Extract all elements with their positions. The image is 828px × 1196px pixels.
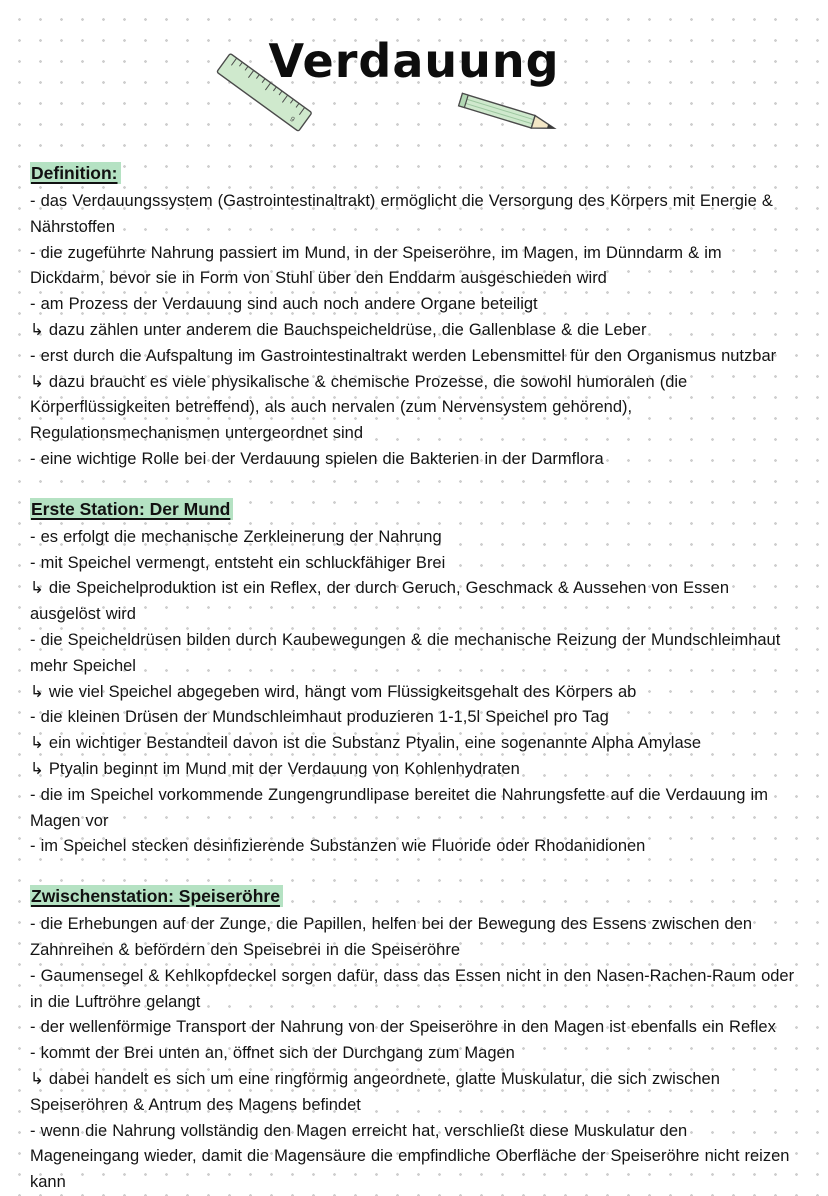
page-header <box>30 0 798 160</box>
note-line: - erst durch die Aufspaltung im Gastrointestinaltrakt werden Lebensmittel für den Organismus nutzbar <box>30 346 777 365</box>
note-line: - das Verdauungssystem (Gastrointestinaltrakt) ermöglicht die Versorgung des Körpers mit Energie & Nährstoffen <box>30 192 773 236</box>
note-line: - eine wichtige Rolle bei der Verdauung spielen die Bakterien in der Darmflora <box>30 449 604 468</box>
note-line: - die zugeführte Nahrung passiert im Mund, in der Speiseröhre, im Magen, im Dünndarm & im Dickdarm, bevor sie in Form von Stuhl über den Enddarm ausgeschieden wird <box>30 243 722 288</box>
section-heading <box>30 883 798 909</box>
note-line: - kommt der Brei unten an, öffnet sich der Durchgang zum Magen <box>30 1044 515 1063</box>
note-line: - die im Speichel vorkommende Zungengrundlipase bereitet die Nahrungsfette auf die Verdauung im Magen vor <box>30 785 768 830</box>
section-heading <box>30 160 798 186</box>
note-line: ↳ die Speichelproduktion ist ein Reflex, der durch Geruch, Geschmack & Aussehen von Essen ausgelöst wird <box>30 579 730 624</box>
note-line: - wenn die Nahrung vollständig den Magen erreicht hat, verschließt diese Muskulatur den Mageneingang wieder, damit die Magensäure die empfindliche Oberfläche der Speiseröhre nicht reizen kann <box>30 1121 790 1192</box>
pencil-icon <box>454 88 562 146</box>
section-zwischenstation-speiseroehre <box>30 883 798 1196</box>
note-line: ↳ Ptyalin beginnt im Mund mit der Verdauung von Kohlenhydraten <box>30 759 520 778</box>
note-line: - Gaumensegel & Kehlkopfdeckel sorgen dafür, dass das Essen nicht in den Nasen-Rachen-Raum oder in die Luftröhre gelangt <box>30 966 795 1011</box>
section-definition <box>30 160 798 473</box>
section-heading-text: Erste Station: Der Mund <box>30 498 233 520</box>
page-title: Verdauung <box>268 34 560 88</box>
note-line: - mit Speichel vermengt, entsteht ein schluckfähiger Brei <box>30 553 446 572</box>
note-line: - die kleinen Drüsen der Mundschleimhaut produzieren 1-1,5l Speichel pro Tag <box>30 708 609 727</box>
note-line: - die Erhebungen auf der Zunge, die Papillen, helfen bei der Bewegung des Essens zwischen den Zahnreihen & befördern den Speisebrei in die Speiseröhre <box>30 915 753 959</box>
note-line: - die Speicheldrüsen bilden durch Kaubewegungen & die mechanische Reizung der Mundschleimhaut mehr Speichel <box>30 630 781 675</box>
note-line: - der wellenförmige Transport der Nahrung von der Speiseröhre in den Magen ist ebenfalls ein Reflex <box>30 1018 776 1037</box>
note-line: - am Prozess der Verdauung sind auch noch andere Organe beteiligt <box>30 295 538 314</box>
note-line: ↳ dabei handelt es sich um eine ringförmig angeordnete, glatte Muskulatur, die sich zwischen Speiseröhren & Antrum des Magens befindet <box>30 1069 720 1114</box>
section-erste-station-der-mund <box>30 496 798 860</box>
note-line: ↳ ein wichtiger Bestandteil davon ist die Substanz Ptyalin, eine sogenannte Alpha Amylase <box>30 734 702 753</box>
section-heading <box>30 496 798 522</box>
note-line: ↳ dazu braucht es viele physikalische & chemische Prozesse, die sowohl humoralen (die Körperflüssigkeiten betreffend), als auch nervalen (zum Nervensystem gehörend), Regulationsmechanismen untergeordnet sind <box>30 372 688 443</box>
section-heading-text: Zwischenstation: Speiseröhre <box>30 885 283 907</box>
note-line: ↳ dazu zählen unter anderem die Bauchspeicheldrüse, die Gallenblase & die Leber <box>30 320 647 339</box>
notes-body <box>30 160 798 1196</box>
note-line: - es erfolgt die mechanische Zerkleinerung der Nahrung <box>30 527 442 546</box>
note-line: - im Speichel stecken desinfizierende Substanzen wie Fluoride oder Rhodanidionen <box>30 837 646 856</box>
section-heading-text: Definition: <box>30 162 121 184</box>
note-line: ↳ wie viel Speichel abgegeben wird, hängt vom Flüssigkeitsgehalt des Körpers ab <box>30 682 637 701</box>
svg-text:9: 9 <box>288 115 296 124</box>
